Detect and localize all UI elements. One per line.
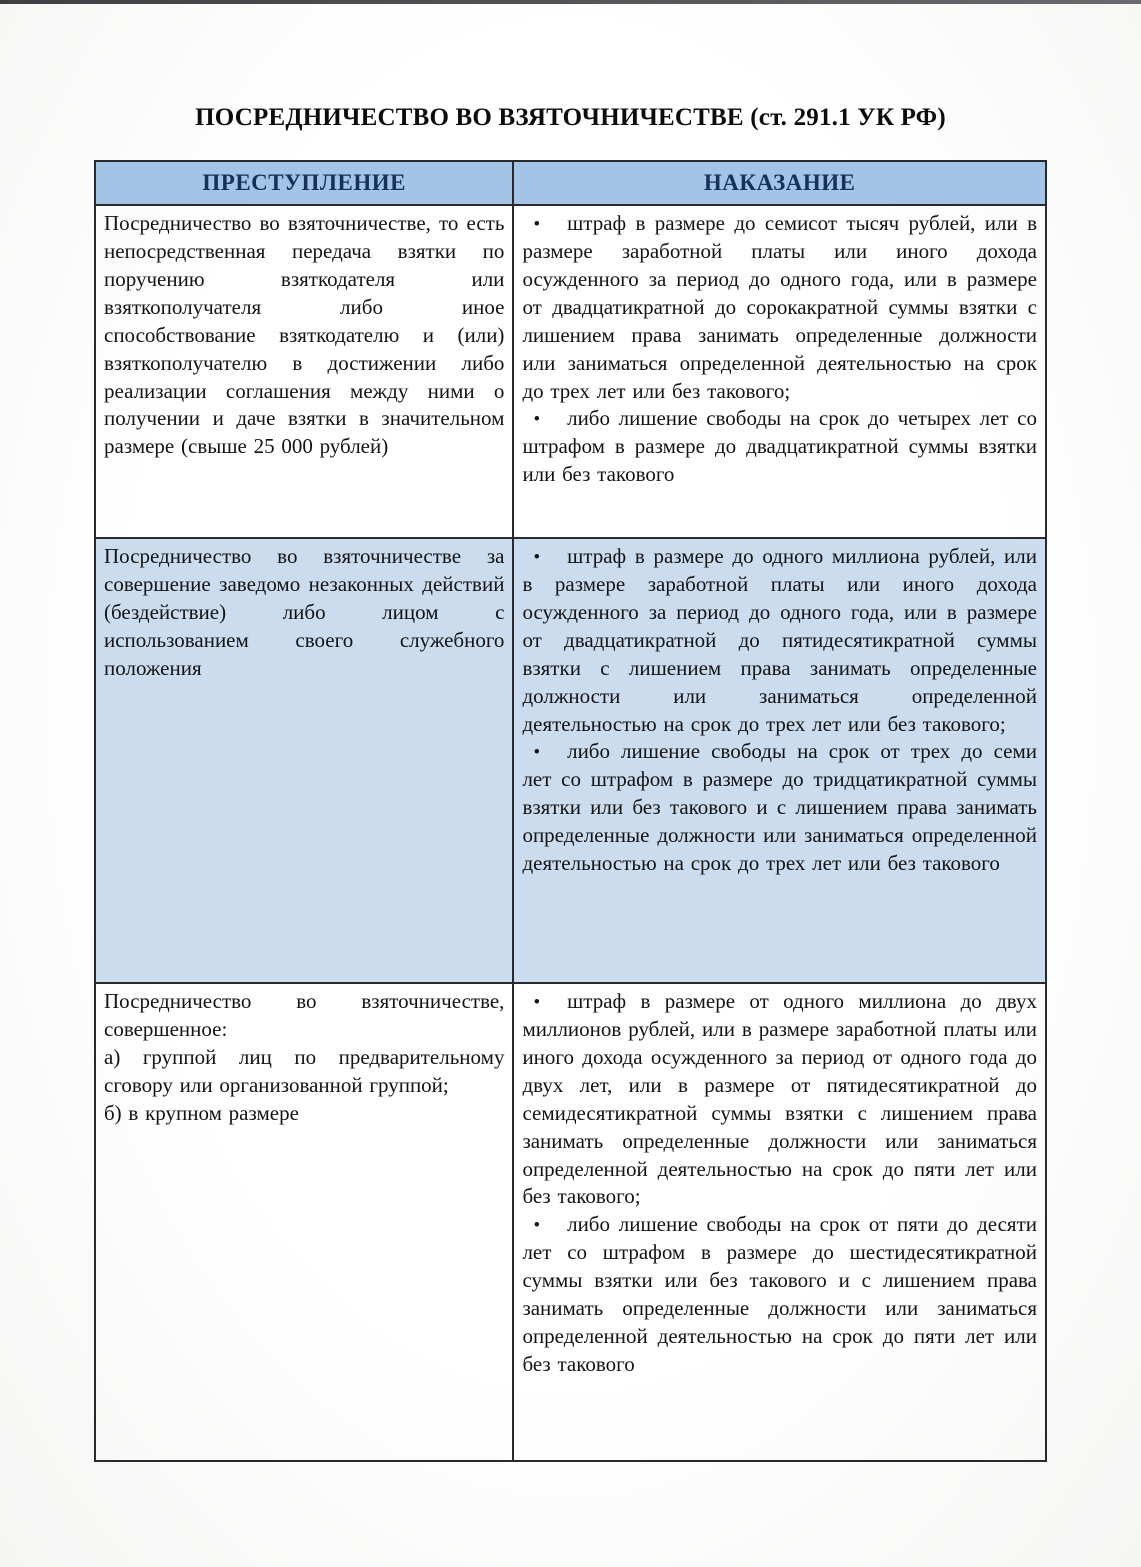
punishment-cell — [513, 538, 1046, 983]
punishment-cell — [513, 983, 1046, 1461]
bullet-icon: • — [533, 1215, 541, 1237]
table-row-group-large-scale-mediation — [95, 983, 1046, 1461]
page-title: ПОСРЕДНИЧЕСТВО ВО ВЗЯТОЧНИЧЕСТВЕ (ст. 291.1 УК РФ) — [195, 104, 946, 131]
bullet-icon: • — [533, 214, 541, 235]
punishment-cell — [513, 205, 1046, 538]
photo-top-edge — [0, 0, 1141, 4]
punishment-text: штраф в размере до семисот тысяч рублей, или в размере заработной платы или иного дохода осужденного за период до одного года, или в размере от двадцатикратной до сорокакратной суммы взятки с лишением права занимать определенные должности или заниматься определенной деятельностью на срок до трех лет или без такового; — [522, 211, 1037, 403]
punishment-item — [522, 210, 1037, 405]
punishment-text: либо лишение свободы на срок до четырех лет со штрафом в размере до двадцатикратной суммы взятки или без такового — [522, 406, 1037, 487]
crime-text: Посредничество во взяточничестве, то есть непосредственная передача взятки по поручению взяткодателя или взяткополучателя либо иное способствование взяткодателю и (или) взяткополучателю в достижении либо реализации соглашения между ними о получении и даче взятки в значительном размере (свыше 25 000 рублей) — [104, 211, 505, 459]
table-header-row — [95, 161, 1046, 205]
punishment-text: штраф в размере до одного миллиона рублей, или в размере заработной платы или иного дохода осужденного за период до одного года, или в размере от двадцатикратной до пятидесятикратной суммы взятки с лишением права занимать определенные должности или заниматься определенной деятельностью на срок до трех лет или без такового; — [522, 544, 1037, 736]
bullet-icon: • — [533, 547, 541, 568]
law-table — [94, 160, 1047, 1462]
punishment-item — [522, 405, 1037, 489]
punishment-text: штраф в размере от одного миллиона до двух миллионов рублей, или в размере заработной платы или иного дохода осужденного за период от одного года до двух лет, или в размере от пятидесятикратной до семидесятикратной суммы взятки с лишением права занимать определенные должности или заниматься определенной деятельностью на срок до пяти лет или без такового; — [522, 989, 1037, 1209]
crime-subitem-b: б) в крупном размере — [104, 1100, 299, 1125]
crime-cell — [95, 983, 513, 1461]
crime-cell — [95, 538, 513, 983]
punishment-item — [522, 543, 1037, 738]
bullet-icon: • — [533, 409, 541, 431]
column-header-punishment: НАКАЗАНИЕ — [513, 161, 1046, 205]
punishment-text: либо лишение свободы на срок от трех до семи лет со штрафом в размере до тридцатикратной суммы взятки или без такового и с лишением права занимать определенные должности или заниматься определенной деятельностью на срок до трех лет или без такового — [522, 739, 1037, 876]
bullet-icon: • — [533, 992, 541, 1013]
column-header-crime: ПРЕСТУПЛЕНИЕ — [95, 161, 513, 205]
punishment-item — [522, 1211, 1037, 1379]
crime-text: Посредничество во взяточничестве, совершенное: — [104, 989, 505, 1041]
table-row-aggravated-mediation — [95, 538, 1046, 983]
punishment-item — [522, 738, 1037, 878]
crime-subitem-a: а) группой лиц по предварительному сговору или организованной группой; — [104, 1044, 505, 1097]
table-row-basic-mediation — [95, 205, 1046, 538]
punishment-text: либо лишение свободы на срок от пяти до десяти лет со штрафом в размере до шестидесятикратной суммы взятки или без такового и с лишением права занимать определенные должности или заниматься определенной деятельностью на срок до пяти лет или без такового — [522, 1212, 1037, 1376]
bullet-icon: • — [533, 742, 541, 764]
crime-cell — [95, 205, 513, 538]
crime-text: Посредничество во взяточничестве за совершение заведомо незаконных действий (бездействие) либо лицом с использованием своего служебного положения — [104, 544, 505, 680]
punishment-item — [522, 988, 1037, 1211]
